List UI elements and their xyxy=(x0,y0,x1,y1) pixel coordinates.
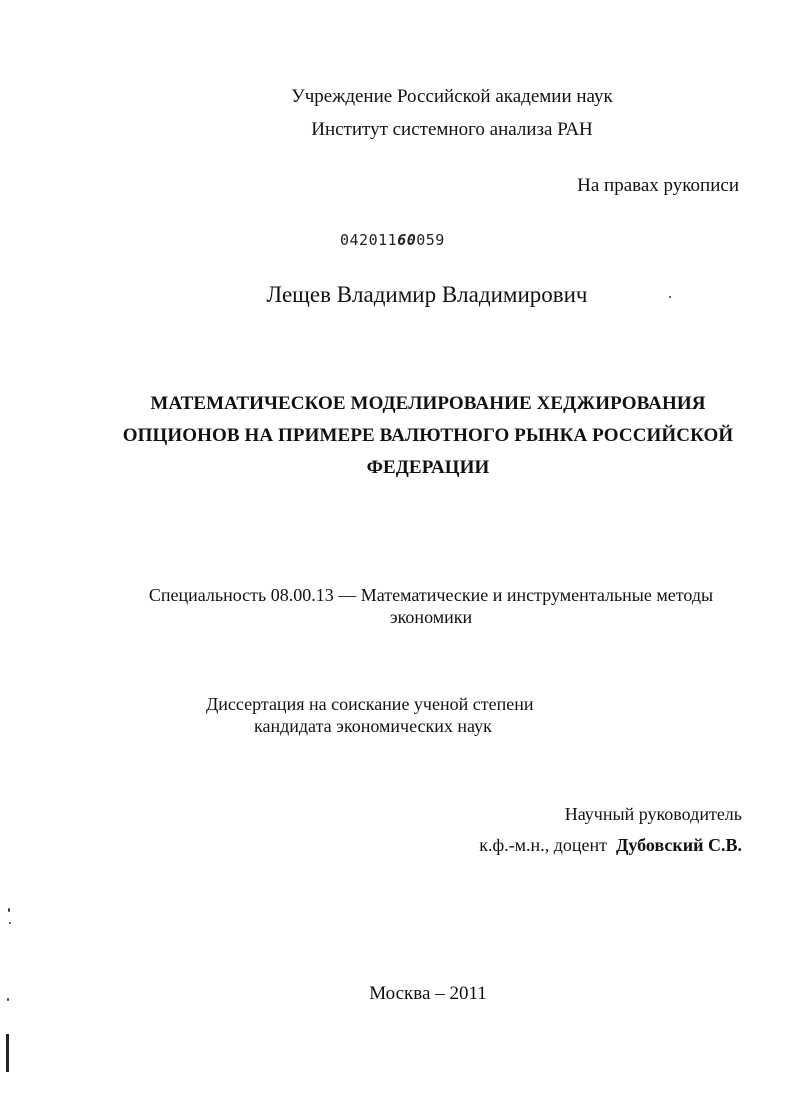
code-suffix: 059 xyxy=(416,231,445,249)
registration-code xyxy=(340,229,445,251)
dissertation-line-1: Диссертация на соискание ученой степени xyxy=(206,694,534,714)
institute-name: Институт системного анализа РАН xyxy=(311,119,593,140)
title-line-2: ОПЦИОНОВ НА ПРИМЕРЕ ВАЛЮТНОГО РЫНКА РОССИЙСКОЙ xyxy=(122,425,734,446)
manuscript-rights-note: На правах рукописи xyxy=(577,175,739,196)
scan-speck xyxy=(8,908,10,912)
supervisor xyxy=(479,834,742,856)
author-name: Лещев Владимир Владимирович xyxy=(266,282,588,307)
dissertation-line-2: кандидата экономических наук xyxy=(254,716,492,736)
scan-speck xyxy=(669,296,671,298)
scan-speck xyxy=(9,922,11,924)
institution-name: Учреждение Российской академии наук xyxy=(291,86,613,107)
scan-edge-mark xyxy=(6,1034,9,1072)
specialty xyxy=(80,584,782,628)
title-line-1: МАТЕМАТИЧЕСКОЕ МОДЕЛИРОВАНИЕ ХЕДЖИРОВАНИЯ xyxy=(150,393,706,414)
specialty-line-2: экономики xyxy=(389,607,473,627)
supervisor-name: Дубовский С.В. xyxy=(615,835,742,855)
specialty-line-1: Специальность 08.00.13 — Математические и инструментальные методы xyxy=(148,585,714,605)
supervisor-label: Научный руководитель xyxy=(564,804,742,824)
dissertation-title xyxy=(100,388,756,484)
title-line-3: ФЕДЕРАЦИИ xyxy=(366,457,490,478)
city-year: Москва – 2011 xyxy=(369,983,487,1004)
dissertation-degree xyxy=(206,693,533,737)
scan-speck xyxy=(7,998,9,1001)
code-prefix: 042011 xyxy=(340,231,398,249)
supervisor-degree: к.ф.-м.н., доцент xyxy=(479,835,607,855)
code-bold-digits: 60 xyxy=(397,231,417,249)
